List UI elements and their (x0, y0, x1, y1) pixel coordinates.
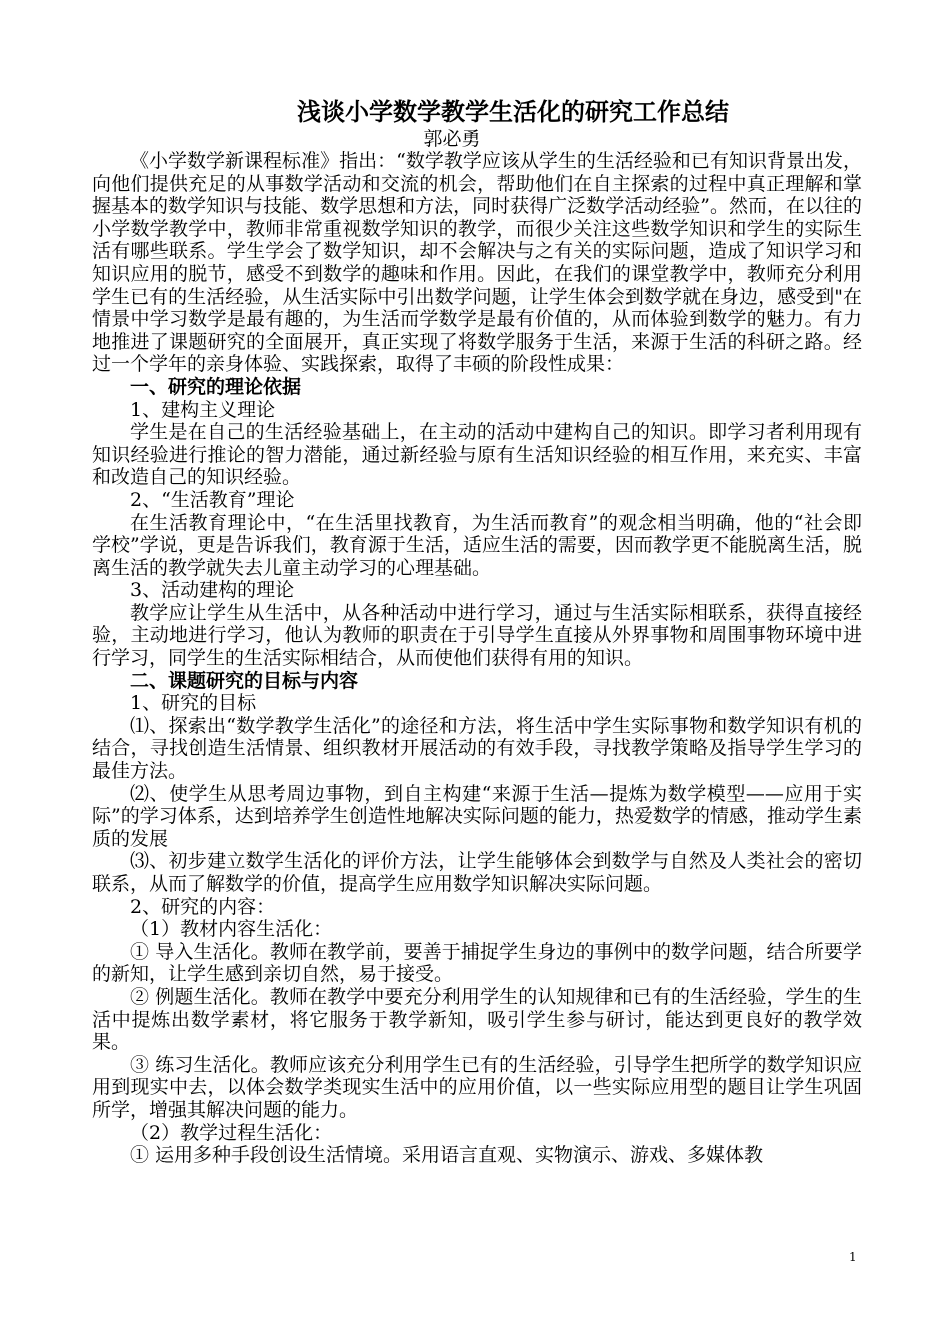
body-paragraph: 《小学数学新课程标准》指出：“数学教学应该从学生的生活经验和已有知识背景出发，向他们提供充足的从事数学活动和交流的机会，帮助他们在自主探索的过程中真正理解和掌握基本的数学知识与技能、数学思想和方法，同时获得广泛数学活动经验”。然而，在以往的小学数学教学中，教师非常重视数学知识的教学，而很少关注这些数学知识和学生的实际生活有哪些联系。学生学会了数学知识，却不会解决与之有关的实际问题，造成了知识学习和知识应用的脱节，感受不到数学的趣味和作用。因此，在我们的课堂教学中，教师充分利用学生已有的生活经验，从生活实际中引出数学问题，让学生体会到数学就在身边，感受到"在情景中学习数学是最有趣的，为生活而学数学是最有价值的，从而体验到数学的魅力。有力地推进了课题研究的全面展开，真正实现了将数学服务于生活，来源于生活的科研之路。经过一个学年的亲身体验、实践探索，取得了丰硕的阶段性成果： (92, 150, 862, 376)
subsection-heading: 1、建构主义理论 (130, 398, 276, 421)
subsection-heading: 2、“生活教育”理论 (130, 488, 295, 511)
body-paragraph: 在生活教育理论中，“在生活里找教育，为生活而教育”的观念相当明确，他的“社会即学校”学说，更是告诉我们，教育源于生活，适应生活的需要，因而教学更不能脱离生活，脱离生活的教学就失去儿童主动学习的心理基础。 (92, 511, 862, 579)
page-number: 1 (849, 1250, 857, 1264)
paragraph-list (92, 150, 862, 1167)
body-paragraph: ① 导入生活化。教师在教学前，要善于捕捉学生身边的事例中的数学问题，结合所要学的新知，让学生感到亲切自然，易于接受。 (92, 940, 862, 986)
subsection-heading: （2）教学过程生活化： (130, 1121, 333, 1144)
body-paragraph: ① 运用多种手段创设生活情境。采用语言直观、实物演示、游戏、多媒体教 (130, 1144, 764, 1167)
subsection-heading: 3、活动建构的理论 (130, 579, 295, 602)
subsection-heading: （1）教材内容生活化： (130, 918, 333, 941)
document-body (92, 96, 862, 1167)
body-paragraph: ③ 练习生活化。教师应该充分利用学生已有的生活经验，引导学生把所学的数学知识应用到现实中去，以体会数学类现实生活中的应用价值，以一些实际应用型的题目让学生巩固所学，增强其解决问题的能力。 (92, 1053, 862, 1121)
author-name: 郭必勇 (423, 128, 481, 150)
section-heading: 二、课题研究的目标与内容 (130, 669, 359, 692)
body-paragraph: ⑶、初步建立数学生活化的评价方法，让学生能够体会到数学与自然及人类社会的密切联系，从而了解数学的价值，提高学生应用数学知识解决实际问题。 (92, 850, 862, 895)
body-paragraph: ② 例题生活化。教师在教学中要充分利用学生的认知规律和已有的生活经验，学生的生活中提炼出数学素材，将它服务于教学新知，吸引学生参与研讨，能达到更良好的教学效果。 (92, 985, 862, 1054)
subsection-heading: 2、研究的内容： (130, 895, 276, 918)
body-paragraph: ⑴、探索出“数学教学生活化”的途径和方法，将生活中学生实际事物和数学知识有机的结合，寻找创造生活情景、组织教材开展活动的有效手段，寻找教学策略及指导学生学习的最佳方法。 (92, 714, 862, 783)
section-heading: 一、研究的理论依据 (130, 375, 302, 398)
body-paragraph: ⑵、使学生从思考周边事物，到自主构建“来源于生活—提炼为数学模型——应用于实际”的学习体系，达到培养学生创造性地解决实际问题的能力，热爱数学的情感，推动学生素质的发展 (92, 782, 862, 850)
body-paragraph: 学生是在自己的生活经验基础上，在主动的活动中建构自己的知识。即学习者利用现有知识经验进行推论的智力潜能，通过新经验与原有生活知识经验的相互作用，来充实、丰富和改造自己的知识经验。 (92, 421, 862, 489)
body-paragraph: 教学应让学生从生活中，从各种活动中进行学习，通过与生活实际相联系，获得直接经验，主动地进行学习，他认为教师的职责在于引导学生直接从外界事物和周围事物环境中进行学习，同学生的生活实际相结合，从而使他们获得有用的知识。 (92, 601, 862, 670)
subsection-heading: 1、研究的目标 (130, 692, 257, 715)
page-title: 浅谈小学数学教学生活化的研究工作总结 (297, 97, 729, 126)
